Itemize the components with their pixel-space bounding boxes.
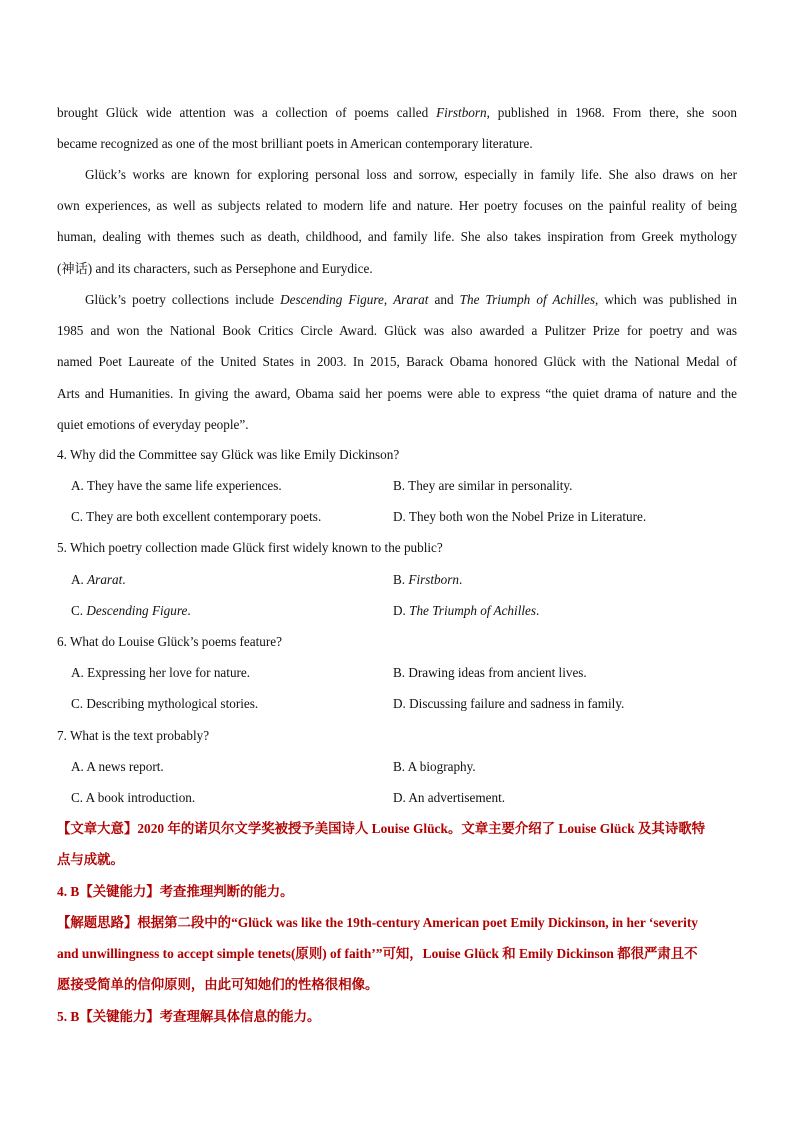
- analysis-hint-line-3: 愿接受简单的信仰原则，由此可知她们的性格很相像。: [57, 977, 379, 992]
- question-7-stem: 7. What is the text probably?: [57, 728, 210, 743]
- title-descending-figure: Descending Figure: [280, 292, 384, 307]
- paragraph-2: [57, 159, 737, 284]
- paragraph-1-line-1: brought Glück wide attention was a collection of poems called Firstborn, published in 1968. From there, she soon: [57, 105, 737, 120]
- paragraph-2-line-1: Glück’s works are known for exploring personal loss and sorrow, especially in family life. She also draws on her: [85, 167, 737, 182]
- paragraph-3: [57, 284, 737, 440]
- question-6-option-a[interactable]: A. Expressing her love for nature.: [71, 665, 251, 680]
- analysis-summary-line-2: 点与成就。: [57, 852, 124, 867]
- question-7-option-b[interactable]: B. A biography.: [393, 759, 476, 774]
- question-6-option-d[interactable]: D. Discussing failure and sadness in family.: [393, 696, 625, 711]
- paragraph-3-line-3: named Poet Laureate of the United States in 2003. In 2015, Barack Obama honored Glück with the National Medal of: [57, 354, 737, 370]
- question-4-option-d[interactable]: D. They both won the Nobel Prize in Literature.: [393, 509, 647, 524]
- question-5-stem: 5. Which poetry collection made Glück first widely known to the public?: [57, 540, 443, 555]
- question-5-option-d[interactable]: D. The Triumph of Achilles.: [393, 603, 540, 618]
- question-5-option-c[interactable]: C. Descending Figure.: [71, 603, 191, 618]
- paragraph-2-line-4: (神话) and its characters, such as Persephone and Eurydice.: [57, 260, 373, 276]
- question-7-option-d[interactable]: D. An advertisement.: [393, 790, 506, 805]
- question-7-option-a[interactable]: A. A news report.: [71, 759, 164, 774]
- title-triumph-of-achilles: The Triumph of Achilles: [459, 292, 595, 307]
- question-4-stem: 4. Why did the Committee say Glück was like Emily Dickinson?: [57, 447, 400, 462]
- paragraph-3-line-4: Arts and Humanities. In giving the award, Obama said her poems were able to express “the quiet drama of nature and the: [57, 385, 737, 401]
- analysis-summary-line-1: 【文章大意】2020 年的诺贝尔文学奖被授予美国诗人 Louise Glück。文章主要介绍了 Louise Glück 及其诗歌特: [57, 821, 705, 836]
- paragraph-2-line-2: own experiences, as well as subjects related to modern life and nature. Her poetry focuses on the painful reality of being: [57, 198, 737, 214]
- question-4-option-b[interactable]: B. They are similar in personality.: [393, 478, 573, 493]
- paragraph-3-line-5: quiet emotions of everyday people”.: [57, 416, 249, 432]
- title-firstborn: Firstborn: [436, 105, 487, 120]
- question-5-option-a[interactable]: A. Ararat.: [71, 572, 126, 587]
- title-ararat: Ararat: [393, 292, 429, 307]
- answer-5: 5. B【关键能力】考查理解具体信息的能力。: [57, 1009, 321, 1024]
- paragraph-3-line-1: Glück’s poetry collections include Descending Figure, Ararat and The Triumph of Achilles, which was published in: [85, 292, 737, 307]
- paragraph-1-line-2: became recognized as one of the most brilliant poets in American contemporary literature.: [57, 136, 533, 152]
- question-6-option-c[interactable]: C. Describing mythological stories.: [71, 696, 259, 711]
- analysis-hint-line-1: 【解题思路】根据第二段中的“Glück was like the 19th-century American poet Emily Dickinson, in her ‘severity: [57, 915, 698, 930]
- paragraph-2-line-3: human, dealing with themes such as death, childhood, and family life. She also takes inspiration from Greek mythology: [57, 229, 737, 245]
- question-6-option-b[interactable]: B. Drawing ideas from ancient lives.: [393, 665, 587, 680]
- analysis-hint-line-2: and unwillingness to accept simple tenets(原则) of faith’”可知，Louise Glück 和 Emily Dickinson 都很严肃且不: [57, 946, 698, 961]
- answer-4: 4. B【关键能力】考查推理判断的能力。: [57, 884, 294, 899]
- question-4-option-a[interactable]: A. They have the same life experiences.: [71, 478, 282, 493]
- paragraph-3-line-2: 1985 and won the National Book Critics Circle Award. Glück was also awarded a Pulitzer Prize for poetry and was: [57, 323, 737, 339]
- question-6-stem: 6. What do Louise Glück’s poems feature?: [57, 634, 282, 649]
- question-7-option-c[interactable]: C. A book introduction.: [71, 790, 196, 805]
- question-4-option-c[interactable]: C. They are both excellent contemporary poets.: [71, 509, 322, 524]
- paragraph-1: [57, 97, 737, 159]
- question-5-option-b[interactable]: B. Firstborn.: [393, 572, 463, 587]
